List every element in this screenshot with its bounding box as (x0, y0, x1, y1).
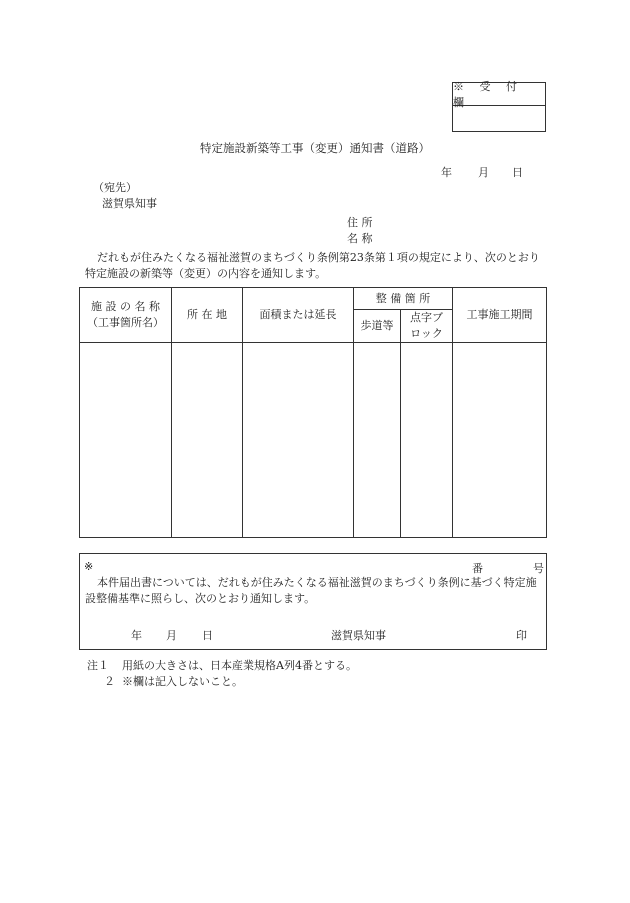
document-title: 特定施設新築等工事（変更）通知書（道路） (200, 141, 430, 155)
header-braille-line2: ロック (410, 327, 443, 340)
header-period: 工事施工期間 (453, 288, 547, 343)
cell-facility[interactable] (80, 343, 172, 538)
intro-text: だれもが住みたくなる福祉滋賀のまちづくり条例第23条第１項の規定により、次のとおり特定施設の新築等（変更）の内容を通知します。 (85, 251, 540, 280)
note-2-label: ２ (104, 675, 115, 688)
header-maintenance: 整 備 箇 所 (354, 288, 453, 310)
reception-box (452, 82, 546, 132)
notice-text: 本件届出書については、だれもが住みたくなる福祉滋賀のまちづくり条例に基づく特定施設整備基準に照らし、次のとおり通知します。 (85, 576, 537, 605)
date-month: 月 (478, 166, 489, 179)
header-area: 面積または延長 (243, 288, 354, 343)
addressee-prefix: （宛先） (93, 181, 137, 194)
header-braille-line1: 点字ブ (410, 311, 443, 324)
notice-number-suffix: 号 (533, 562, 544, 575)
notice-month: 月 (166, 629, 177, 642)
notice-governor: 滋賀県知事 (331, 629, 386, 642)
date-year: 年 (441, 166, 452, 179)
applicant-address-label: 住 所 (347, 216, 373, 229)
notice-year: 年 (131, 629, 142, 642)
header-facility (80, 288, 172, 343)
notice-day: 日 (202, 629, 213, 642)
cell-location[interactable] (172, 343, 243, 538)
notice-number-label: 番 (472, 562, 483, 575)
cell-braille[interactable] (401, 343, 453, 538)
note-1-label: 注１ (87, 659, 109, 672)
notice-box (79, 553, 547, 650)
header-sidewalk: 歩道等 (354, 310, 401, 343)
applicant-name-label: 名 称 (347, 232, 373, 245)
note-2-text: ※欄は記入しないこと。 (122, 675, 243, 688)
date-day: 日 (512, 166, 523, 179)
cell-sidewalk[interactable] (354, 343, 401, 538)
reception-label: ※ 受 付 欄 (453, 83, 545, 106)
cell-period[interactable] (453, 343, 547, 538)
notice-mark: ※ (84, 560, 94, 573)
header-facility-line2: （工事箇所名） (87, 316, 164, 329)
notice-seal: 印 (516, 629, 527, 642)
header-location: 所 在 地 (172, 288, 243, 343)
cell-area[interactable] (243, 343, 354, 538)
note-1-text: 用紙の大きさは、日本産業規格A列4番とする。 (122, 659, 357, 672)
addressee-name: 滋賀県知事 (102, 197, 157, 210)
header-braille (401, 310, 453, 343)
header-facility-line1: 施 設 の 名 称 (91, 300, 160, 313)
facility-table (79, 287, 547, 538)
